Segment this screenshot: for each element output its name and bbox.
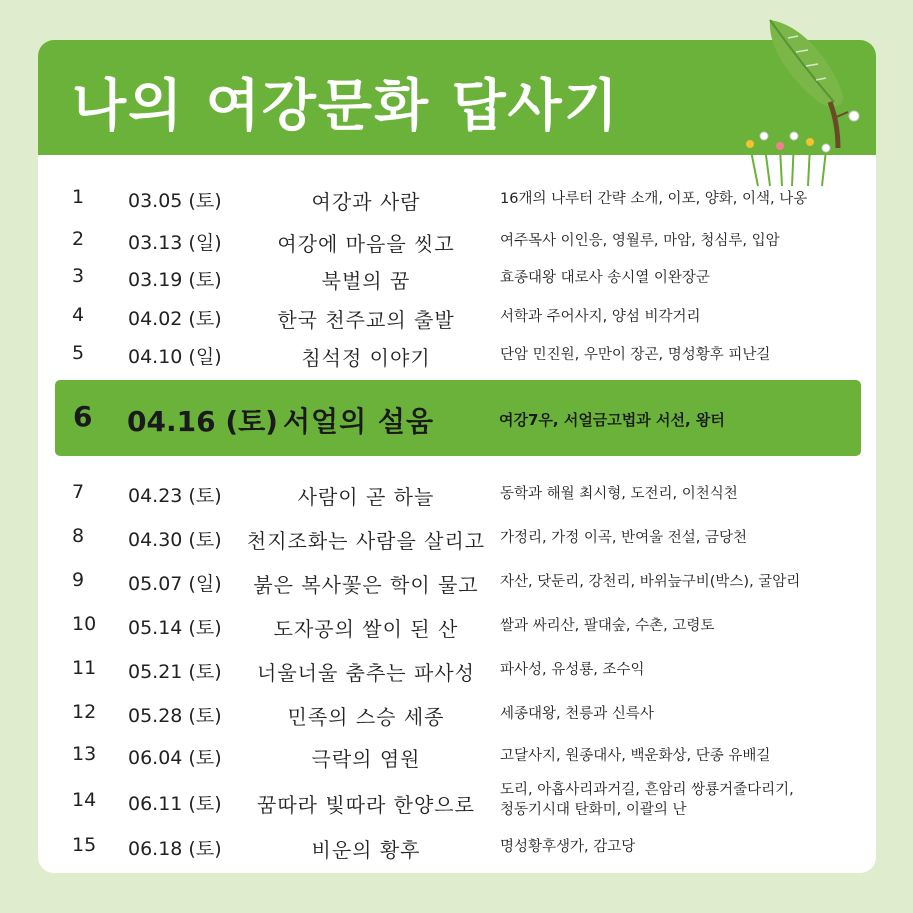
session-places: 효종대왕 대로사 송시열 이완장군 <box>500 270 710 286</box>
session-row-10 <box>38 606 876 644</box>
session-date: 04.10 (일) <box>128 346 222 368</box>
session-date: 04.30 (토) <box>128 529 222 551</box>
session-places: 서학과 주어사지, 양섬 비각거리 <box>500 309 701 325</box>
session-row-4 <box>38 297 876 335</box>
session-topic: 한국 천주교의 출발 <box>277 308 455 332</box>
session-number: 3 <box>72 265 85 287</box>
session-date: 04.23 (토) <box>128 485 222 507</box>
session-date: 05.14 (토) <box>128 617 222 639</box>
session-row-15 <box>38 827 876 865</box>
session-topic: 천지조화는 사람을 살리고 <box>246 529 486 553</box>
session-topic: 여강과 사람 <box>311 190 421 214</box>
session-places: 동학과 해월 최시형, 도전리, 이천식천 <box>500 486 738 502</box>
session-date: 04.02 (토) <box>128 308 222 330</box>
flower-icons <box>746 111 859 186</box>
session-topic: 극락의 염원 <box>311 747 421 771</box>
session-date: 06.04 (토) <box>128 747 222 769</box>
session-date: 03.19 (토) <box>128 269 222 291</box>
session-date: 03.13 (일) <box>128 232 222 254</box>
session-date: 05.28 (토) <box>128 705 222 727</box>
session-places: 단암 민진원, 우만이 장곤, 명성황후 피난길 <box>500 347 771 363</box>
session-topic: 비운의 황후 <box>311 838 421 862</box>
session-topic: 서얼의 설움 <box>283 405 434 438</box>
session-row-11 <box>38 650 876 688</box>
session-number: 5 <box>72 342 85 364</box>
session-places: 파사성, 유성룡, 조수익 <box>500 662 645 678</box>
session-number: 15 <box>72 834 97 856</box>
session-date: 05.07 (일) <box>128 573 222 595</box>
session-places: 여주목사 이인응, 영월루, 마암, 청심루, 입암 <box>500 233 780 249</box>
session-topic: 꿈따라 빛따라 한양으로 <box>257 793 475 817</box>
session-topic: 여강에 마음을 씻고 <box>277 232 455 256</box>
session-number: 6 <box>73 400 93 433</box>
session-row-13 <box>38 736 876 774</box>
session-row-5 <box>38 335 876 373</box>
session-row-1 <box>38 179 876 217</box>
places-line-1: 도리, 아홉사리과거길, 흔암리 쌍룡거줄다리기, <box>500 782 794 798</box>
session-topic: 민족의 스승 세종 <box>287 705 445 729</box>
session-date: 03.05 (토) <box>128 190 222 212</box>
session-number: 7 <box>72 481 85 503</box>
session-topic: 침석정 이야기 <box>301 346 431 370</box>
session-row-7 <box>38 474 876 512</box>
session-row-8 <box>38 518 876 556</box>
session-date: 05.21 (토) <box>128 661 222 683</box>
session-places <box>500 780 794 820</box>
session-topic: 도자공의 쌀이 된 산 <box>273 617 459 641</box>
session-number: 11 <box>72 657 97 679</box>
session-topic: 북벌의 꿈 <box>321 269 411 293</box>
session-topic: 붉은 복사꽃은 학이 물고 <box>253 573 479 597</box>
session-places: 16개의 나루터 간략 소개, 이포, 양화, 이색, 나옹 <box>500 191 808 207</box>
session-row-3 <box>38 258 876 296</box>
tree-icon <box>770 20 848 148</box>
session-date: 06.11 (토) <box>128 793 222 815</box>
session-topic: 너울너울 춤추는 파사성 <box>257 661 475 685</box>
session-date: 06.18 (토) <box>128 838 222 860</box>
session-places: 고달사지, 원종대사, 백운화상, 단종 유배길 <box>500 748 771 764</box>
page-title: 나의 여강문화 답사기 <box>72 74 620 139</box>
session-row-12 <box>38 694 876 732</box>
session-number: 10 <box>72 613 97 635</box>
session-places: 세종대왕, 천릉과 신륵사 <box>500 706 654 722</box>
session-row-9 <box>38 562 876 600</box>
session-places: 명성황후생가, 감고당 <box>500 839 636 855</box>
session-topic: 사람이 곧 하늘 <box>297 485 435 509</box>
session-number: 4 <box>72 304 85 326</box>
session-places: 가정리, 가정 이곡, 반여울 전설, 금당천 <box>500 530 747 546</box>
session-places: 자산, 닷둔리, 강천리, 바위늪구비(박스), 굴암리 <box>500 574 801 590</box>
session-number: 12 <box>72 701 97 723</box>
session-number: 8 <box>72 525 85 547</box>
tree-flower-illustration <box>730 8 880 188</box>
session-places: 여강7우, 서얼금고법과 서선, 왕터 <box>499 411 725 429</box>
session-date: 04.16 (토) <box>127 405 278 438</box>
session-row-14 <box>38 782 876 820</box>
session-places: 쌀과 싸리산, 팔대숲, 수촌, 고령토 <box>500 618 715 634</box>
session-number: 2 <box>72 228 85 250</box>
session-number: 14 <box>72 789 97 811</box>
places-line-2: 청동기시대 탄화미, 이괄의 난 <box>500 802 687 818</box>
highlighted-session-row <box>55 380 861 456</box>
session-number: 9 <box>72 569 85 591</box>
session-row-2 <box>38 221 876 259</box>
session-number: 1 <box>72 186 85 208</box>
session-number: 13 <box>72 743 97 765</box>
